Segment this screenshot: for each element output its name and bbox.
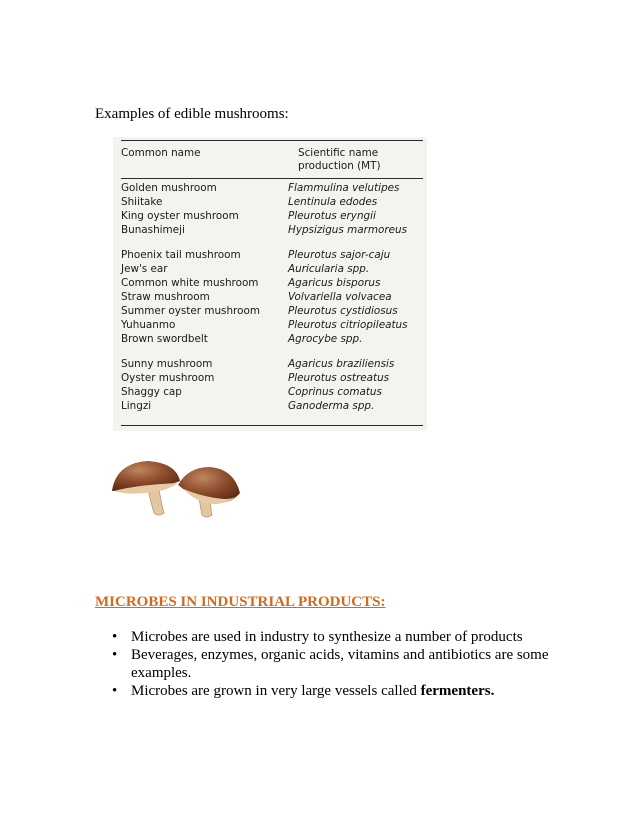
header-scientific-line1: Scientific name <box>298 147 379 159</box>
scientific-name-cell: Hypsizigus marmoreus <box>288 224 408 236</box>
table-row <box>121 248 421 262</box>
common-name-cell: Oyster mushroom <box>121 372 215 384</box>
common-name-cell: Shaggy cap <box>121 386 182 398</box>
bullet-icon: • <box>112 647 118 663</box>
table-row <box>121 290 421 304</box>
mushroom-table <box>113 137 427 431</box>
mushroom-image <box>106 455 246 525</box>
header-scientific-name <box>298 147 381 173</box>
bullet-text: Microbes are used in industry to synthesize a number of products <box>131 629 523 645</box>
table-group <box>121 181 421 237</box>
table-top-rule <box>121 140 423 141</box>
intro-text: Examples of edible mushrooms: <box>95 106 289 122</box>
common-name-cell: Golden mushroom <box>121 182 217 194</box>
section-title: MICROBES IN INDUSTRIAL PRODUCTS: <box>95 594 386 610</box>
bullet-text: Beverages, enzymes, organic acids, vitamins and antibiotics are some examples. <box>131 647 549 681</box>
table-row <box>121 385 421 399</box>
scientific-name-cell: Flammulina velutipes <box>288 182 400 194</box>
common-name-cell: Summer oyster mushroom <box>121 305 260 317</box>
bullet-text: Microbes are grown in very large vessels called <box>131 683 421 699</box>
table-row <box>121 262 421 276</box>
common-name-cell: King oyster mushroom <box>121 210 239 222</box>
table-row <box>121 209 421 223</box>
table-header-rule <box>121 178 423 179</box>
bullet-icon: • <box>112 629 118 645</box>
table-row <box>121 195 421 209</box>
table-row <box>121 332 421 346</box>
common-name-cell: Straw mushroom <box>121 291 210 303</box>
table-body <box>121 181 421 424</box>
scientific-name-cell: Auricularia spp. <box>288 263 370 275</box>
scientific-name-cell: Pleurotus eryngii <box>288 210 376 222</box>
scientific-name-cell: Agaricus bisporus <box>288 277 381 289</box>
scientific-name-cell: Agrocybe spp. <box>288 333 363 345</box>
table-row <box>121 357 421 371</box>
scientific-name-cell: Pleurotus cystidiosus <box>288 305 398 317</box>
bullet-item <box>112 628 562 646</box>
table-row <box>121 276 421 290</box>
table-row <box>121 304 421 318</box>
header-scientific-line2: production (MT) <box>298 160 381 172</box>
common-name-cell: Phoenix tail mushroom <box>121 249 241 261</box>
common-name-cell: Lingzi <box>121 400 152 412</box>
bullet-bold-term: fermenters. <box>420 683 495 699</box>
bullet-item <box>112 646 562 682</box>
bullet-icon: • <box>112 683 118 699</box>
scientific-name-cell: Lentinula edodes <box>288 196 378 208</box>
scientific-name-cell: Pleurotus ostreatus <box>288 372 390 384</box>
table-group <box>121 248 421 346</box>
bullet-list <box>112 628 562 700</box>
common-name-cell: Common white mushroom <box>121 277 259 289</box>
common-name-cell: Bunashimeji <box>121 224 185 236</box>
common-name-cell: Jew's ear <box>121 263 168 275</box>
bullet-item <box>112 682 562 700</box>
common-name-cell: Brown swordbelt <box>121 333 208 345</box>
header-common-name: Common name <box>121 147 201 159</box>
common-name-cell: Shiitake <box>121 196 163 208</box>
table-row <box>121 318 421 332</box>
scientific-name-cell: Volvariella volvacea <box>288 291 392 303</box>
table-row <box>121 223 421 237</box>
table-row <box>121 371 421 385</box>
scientific-name-cell: Pleurotus sajor-caju <box>288 249 391 261</box>
common-name-cell: Sunny mushroom <box>121 358 213 370</box>
scientific-name-cell: Coprinus comatus <box>288 386 382 398</box>
table-row <box>121 181 421 195</box>
scientific-name-cell: Ganoderma spp. <box>288 400 375 412</box>
scientific-name-cell: Pleurotus citriopileatus <box>288 319 408 331</box>
scientific-name-cell: Agaricus braziliensis <box>288 358 395 370</box>
table-row <box>121 399 421 413</box>
table-group <box>121 357 421 413</box>
table-bottom-rule <box>121 425 423 426</box>
common-name-cell: Yuhuanmo <box>121 319 176 331</box>
